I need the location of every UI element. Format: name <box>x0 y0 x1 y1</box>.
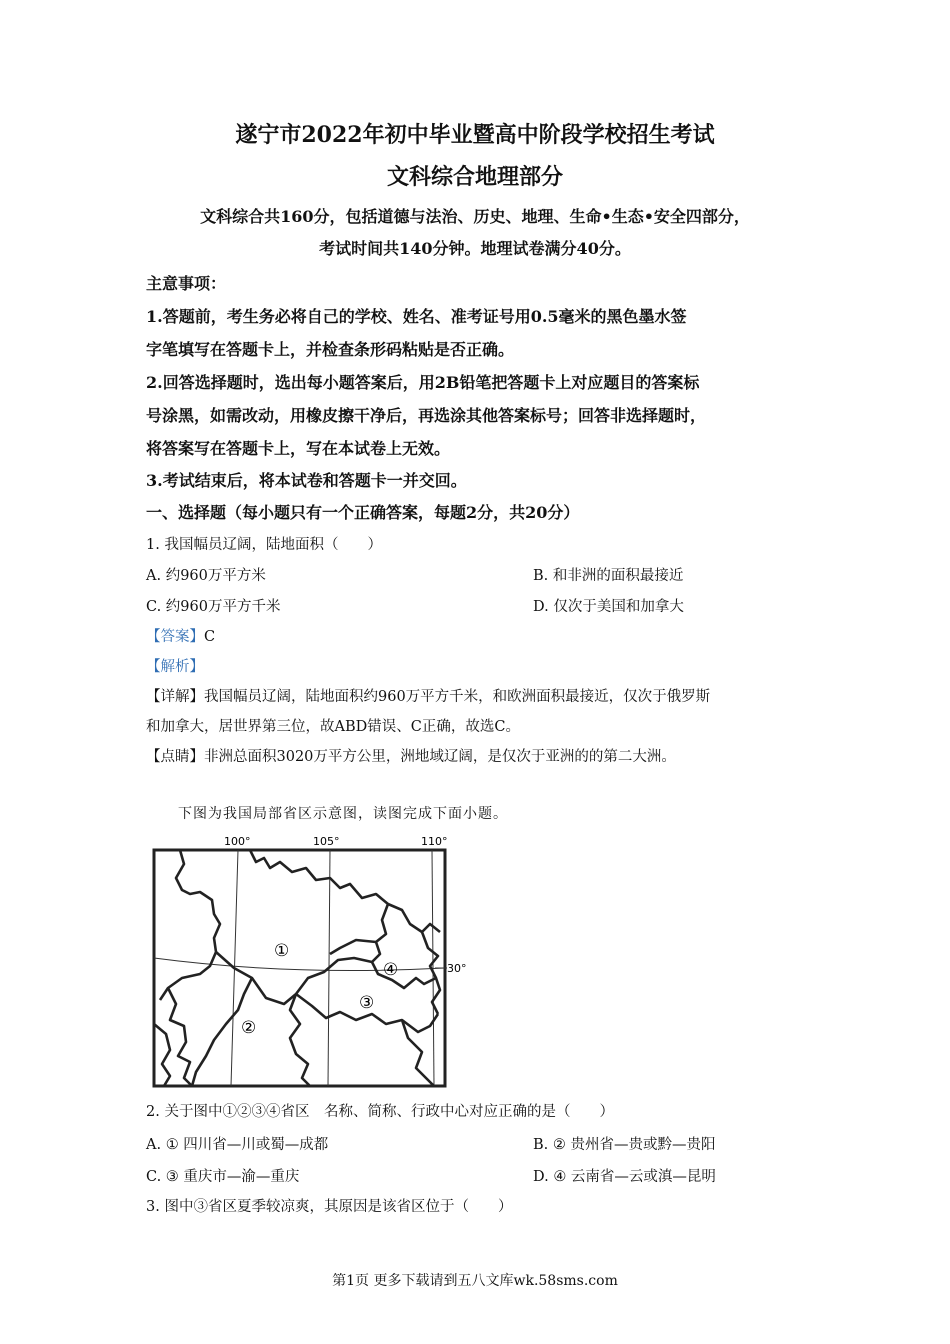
q1-answer <box>146 625 215 646</box>
notice-line: 将答案写在答题卡上，写在本试卷上无效。 <box>146 439 451 458</box>
q1-option-d: D. 仅次于美国和加拿大 <box>533 599 684 615</box>
q2-option-c: C. ③ 重庆市—渝—重庆 <box>146 1169 300 1185</box>
notice-line: 3.考试结束后，将本试卷和答题卡一并交回。 <box>146 471 467 490</box>
page-footer: 第1页 更多下载请到五八文库wk.58sms.com <box>332 1273 618 1289</box>
q1-option-c: C. 约960万平方千米 <box>146 599 281 615</box>
region-label-3: ③ <box>359 993 375 1013</box>
notice-line: 号涂黑，如需改动，用橡皮擦干净后，再选涂其他答案标号；回答非选择题时， <box>146 406 707 425</box>
q1-analysis-label: 【解析】 <box>146 659 204 675</box>
lat-label-30: 30° <box>447 962 467 975</box>
region-label-4: ④ <box>383 960 399 980</box>
region-label-1: ① <box>274 941 290 961</box>
map-frame <box>154 850 445 1086</box>
notice-line: 字笔填写在答题卡上，并检查条形码粘贴是否正确。 <box>146 340 515 359</box>
lon-label-110: 110° <box>421 835 448 848</box>
intro-line-2: 考试时间共140分钟。地理试卷满分40分。 <box>319 239 631 258</box>
answer-value: C <box>204 629 216 645</box>
q2-option-a: A. ① 四川省—川或蜀—成都 <box>146 1137 329 1153</box>
exam-title: 遂宁市2022年初中毕业暨高中阶段学校招生考试 <box>235 122 715 148</box>
question-2-stem: 2. 关于图中①②③④省区 名称、简称、行政中心对应正确的是（ ） <box>146 1104 614 1120</box>
province-map <box>140 828 480 1096</box>
q2-option-d: D. ④ 云南省—云或滇—昆明 <box>533 1169 716 1185</box>
section-heading: 一、选择题（每小题只有一个正确答案，每题2分，共20分） <box>146 503 580 522</box>
answer-label: 【答案】 <box>146 629 204 645</box>
exam-subtitle: 文科综合地理部分 <box>386 164 563 190</box>
notice-heading: 主意事项： <box>146 274 227 293</box>
q1-tip: 【点睛】非洲总面积3020万平方公里，洲地域辽阔，是仅次于亚洲的的第二大洲。 <box>146 749 676 765</box>
q1-option-b: B. 和非洲的面积最接近 <box>533 568 684 584</box>
lon-label-105: 105° <box>313 835 340 848</box>
region-label-2: ② <box>241 1018 257 1038</box>
question-3-stem: 3. 图中③省区夏季较凉爽，其原因是该省区位于（ ） <box>146 1199 513 1215</box>
q1-detail-line-2: 和加拿大，居世界第三位，故ABD错误、C正确，故选C。 <box>146 719 520 735</box>
q2-option-b: B. ② 贵州省—贵或黔—贵阳 <box>533 1137 716 1153</box>
q1-detail-line-1: 【详解】我国幅员辽阔，陆地面积约960万平方千米，和欧洲面积最接近，仅次于俄罗斯 <box>146 689 711 705</box>
notice-line: 1.答题前，考生务必将自己的学校、姓名、准考证号用0.5毫米的黑色墨水签 <box>146 307 687 326</box>
q1-option-a: A. 约960万平方米 <box>146 568 266 584</box>
intro-line-1: 文科综合共160分，包括道德与法治、历史、地理、生命•生态•安全四部分， <box>200 207 750 226</box>
notice-line: 2.回答选择题时，选出每小题答案后，用2B铅笔把答题卡上对应题目的答案标 <box>146 373 700 392</box>
question-1-stem: 1. 我国幅员辽阔，陆地面积（ ） <box>146 537 382 553</box>
lon-label-100: 100° <box>224 835 251 848</box>
map-caption: 下图为我国局部省区示意图，读图完成下面小题。 <box>178 806 508 822</box>
